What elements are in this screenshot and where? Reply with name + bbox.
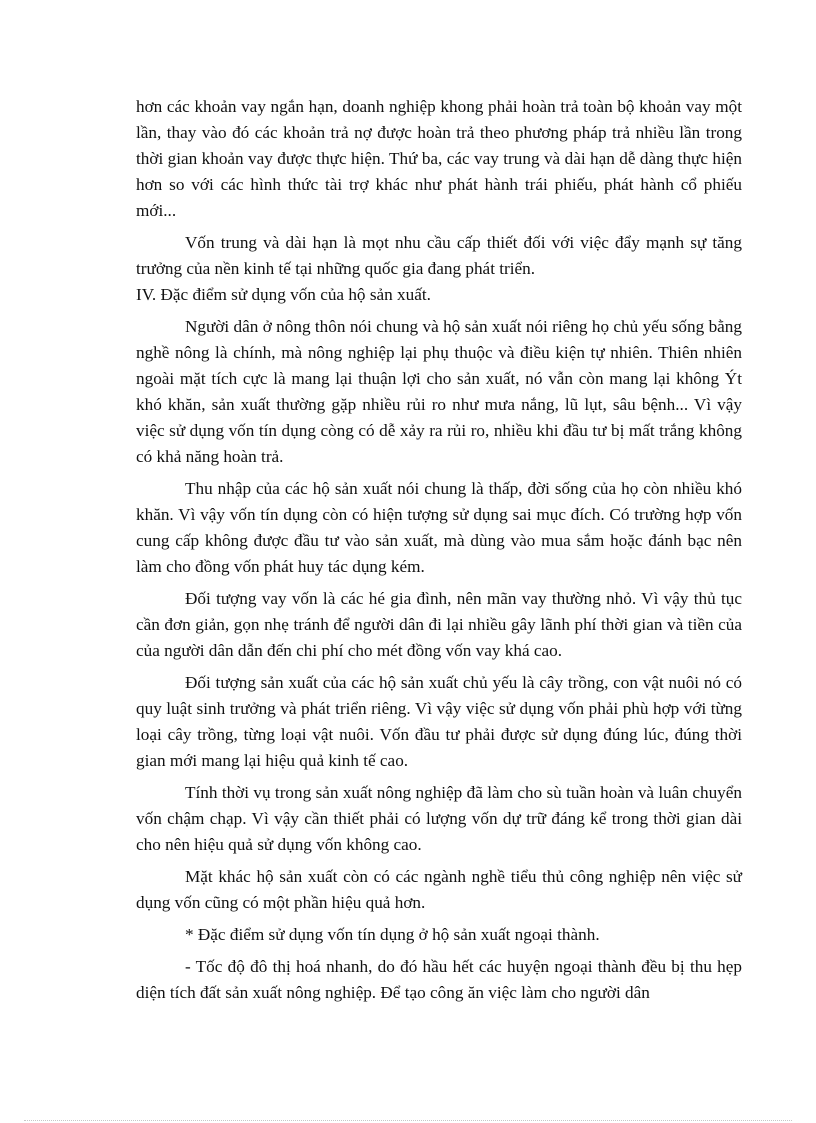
paragraph-urbanization: - Tốc độ đô thị hoá nhanh, do đó hầu hết các huyện ngoại thành đều bị thu hẹp diện tích đất sản xuất nông nghiệp. Để tạo công ăn việc làm cho người dân xyxy=(136,957,742,1002)
page-bottom-divider xyxy=(24,1120,792,1121)
section-heading-iv: IV. Đặc điểm sử dụng vốn của hộ sản xuất. xyxy=(136,285,431,304)
paragraph-production-objects: Đối tượng sản xuất của các hộ sản xuất chủ yếu là cây trồng, con vật nuôi nó có quy luật sinh trưởng và phát triển riêng. Vì vậy việc sử dụng vốn phải phù hợp với từng loại cây trồng, từng loại vật nuôi. Vốn đầu tư phải được sử dụng đúng lúc, đúng thời gian mới mang lại hiệu quả kinh tế cao. xyxy=(136,673,742,770)
paragraph-household-income: Thu nhập của các hộ sản xuất nói chung là thấp, đời sống của họ còn nhiều khó khăn. Vì vậy vốn tín dụng còn có hiện tượng sử dụng sai mục đích. Có trường hợp vốn cung cấp không được đầu tư vào sản xuất, mà dùng vào mua sắm hoặc đánh bạc nên làm cho đồng vốn phát huy tác dụng kém. xyxy=(136,479,742,576)
paragraph-loan-borrowers: Đối tượng vay vốn là các hé gia đình, nên mãn vay thường nhỏ. Vì vậy thủ tục cần đơn giản, gọn nhẹ tránh để người dân đi lại nhiều gây lãnh phí thời gian và tiền của của người dân dẫn đến chi phí cho mét đồng vốn vay khá cao. xyxy=(136,589,742,660)
paragraph-handicraft: Mặt khác hộ sản xuất còn có các ngành nghề tiểu thủ công nghiệp nên việc sử dụng vốn cũng có một phần hiệu quả hơn. xyxy=(136,867,742,912)
paragraph-suburban-heading: * Đặc điểm sử dụng vốn tín dụng ở hộ sản xuất ngoại thành. xyxy=(185,925,600,944)
paragraph-loan-repayment-continuation: hơn các khoản vay ngắn hạn, doanh nghiệp khong phải hoàn trả toàn bộ khoản vay một lần, thay vào đó các khoản trả nợ được hoàn trả theo phương pháp trả nhiều lần trong thời gian khoản vay được thực hiện. Thứ ba, các vay trung và dài hạn dễ dàng thực hiện hơn so với các hình thức tài trợ khác như phát hành trái phiếu, phát hành cổ phiếu mới... xyxy=(136,97,742,220)
document-page xyxy=(136,94,742,1006)
paragraph-seasonality: Tính thời vụ trong sản xuất nông nghiệp đã làm cho sù tuần hoàn và luân chuyển vốn chậm chạp. Vì vậy cần thiết phải có lượng vốn dự trữ đáng kể trong thời gian dài cho nên hiệu quả sử dụng vốn không cao. xyxy=(136,783,742,854)
paragraph-rural-households: Người dân ở nông thôn nói chung và hộ sản xuất nói riêng họ chủ yếu sống bằng nghề nông là chính, mà nông nghiệp lại phụ thuộc và điều kiện tự nhiên. Thiên nhiên ngoài mặt tích cực là mang lại thuận lợi cho sản xuất, nó vẫn còn mang lại không Ýt khó khăn, sản xuất thường gặp nhiều rủi ro như mưa nắng, lũ lụt, sâu bệnh... Vì vậy việc sử dụng vốn tín dụng còng có dễ xảy ra rủi ro, nhiều khi đầu tư bị mất trắng không có khả năng hoàn trả. xyxy=(136,317,742,466)
paragraph-medium-long-term-capital: Vốn trung và dài hạn là mọt nhu cầu cấp thiết đối với việc đẩy mạnh sự tăng trưởng của nền kinh tế tại những quốc gia đang phát triển. xyxy=(136,233,742,278)
